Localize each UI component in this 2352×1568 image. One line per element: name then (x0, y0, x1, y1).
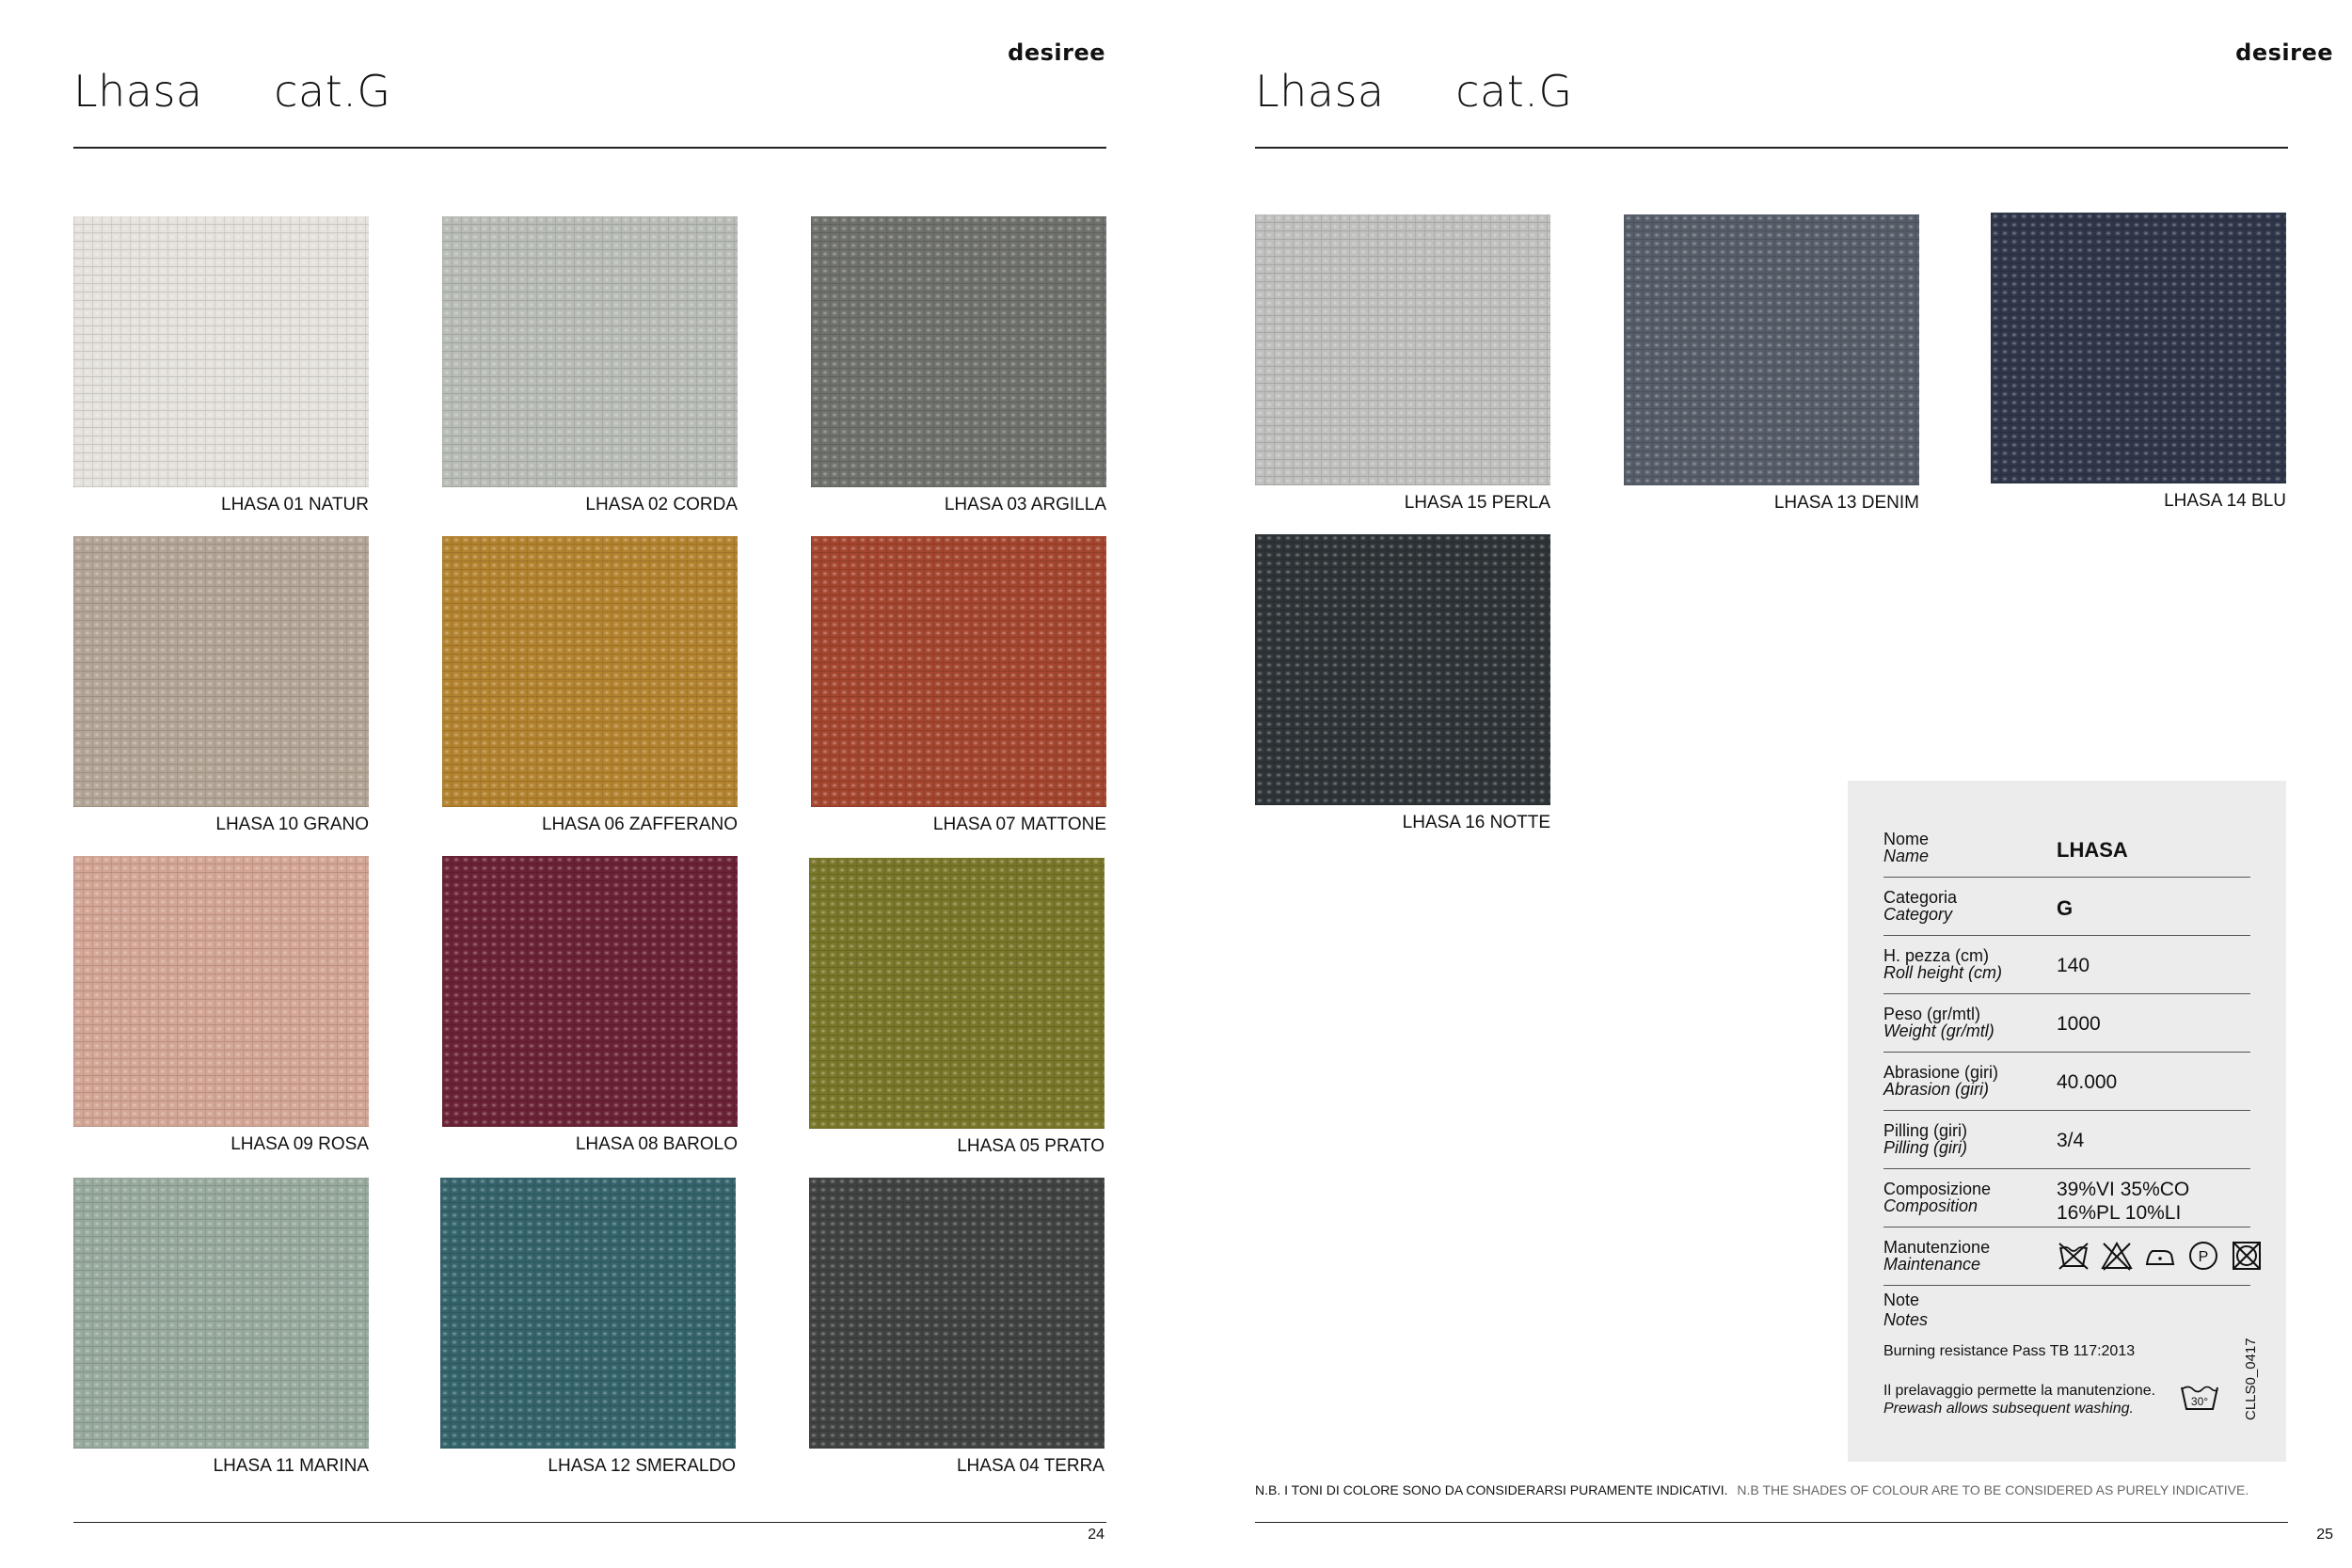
fabric-sample (1255, 534, 1550, 805)
page-title: Lhasa cat.G (73, 66, 391, 117)
disclaimer-it: N.B. I TONI DI COLORE SONO DA CONSIDERARSI PURAMENTE INDICATIVI. (1255, 1482, 1728, 1497)
swatch-lhasa-06[interactable] (442, 536, 738, 834)
prewash-note-en: Prewash allows subsequent washing. (1883, 1401, 2134, 1417)
header-rule (73, 147, 1106, 149)
spec-value: 1000 (2057, 1013, 2101, 1035)
page-title: Lhasa cat.G (1255, 66, 1573, 117)
swatch-lhasa-02[interactable] (442, 216, 738, 515)
spec-panel (1848, 781, 2286, 1462)
fabric-sample (73, 216, 369, 487)
spec-row-maintenance (1883, 1227, 2250, 1286)
swatch-label: LHASA 02 CORDA (585, 495, 738, 515)
swatch-lhasa-07[interactable] (811, 536, 1106, 834)
spec-key: Manutenzione (1883, 1238, 1991, 1257)
swatch-label: LHASA 13 DENIM (1773, 493, 1919, 513)
swatch-label: LHASA 08 BAROLO (575, 1134, 738, 1154)
spec-key: Pilling (giri) (1883, 1121, 1968, 1140)
spec-key: Categoria (1883, 888, 1958, 907)
fabric-sample (440, 1178, 736, 1449)
notes-block (1883, 1291, 2250, 1330)
spec-key-en: Weight (gr/mtl) (1883, 1022, 1994, 1040)
spec-key: H. pezza (cm) (1883, 946, 1990, 965)
swatch-lhasa-08[interactable] (442, 856, 738, 1154)
fabric-sample (1255, 214, 1550, 485)
fabric-sample (442, 216, 738, 487)
swatch-lhasa-11[interactable] (73, 1178, 369, 1476)
spec-key: Abrasione (giri) (1883, 1063, 1999, 1082)
spec-row-weight (1883, 993, 2250, 1053)
spec-row-category (1883, 877, 2250, 936)
burning-resistance: Burning resistance Pass TB 117:2013 (1883, 1343, 2136, 1359)
spec-key-en: Pilling (giri) (1883, 1138, 1968, 1157)
care-icons (2057, 1240, 2264, 1272)
fabric-sample (1624, 214, 1919, 485)
swatch-lhasa-14[interactable] (1991, 213, 2286, 511)
spec-row-roll-height (1883, 935, 2250, 994)
swatch-label: LHASA 01 NATUR (221, 495, 369, 515)
swatch-label: LHASA 12 SMERALDO (548, 1456, 736, 1476)
no-wash-icon (2057, 1240, 2090, 1272)
brand-logo: desiree (1008, 40, 1105, 66)
wash-temp: 30° (2190, 1395, 2209, 1408)
iron-low-icon (2143, 1240, 2177, 1272)
composition-value (2057, 1178, 2189, 1225)
swatch-label: LHASA 09 ROSA (230, 1134, 369, 1154)
swatch-label: LHASA 05 PRATO (957, 1136, 1104, 1156)
notes-key: Note (1883, 1291, 1920, 1309)
spec-value: 40.000 (2057, 1071, 2118, 1093)
color-disclaimer (1255, 1482, 2249, 1497)
swatch-label: LHASA 14 BLU (2164, 491, 2286, 511)
fabric-sample (811, 536, 1106, 807)
swatch-lhasa-12[interactable] (440, 1178, 736, 1476)
spec-key-en: Abrasion (giri) (1883, 1080, 1990, 1099)
fabric-sample (73, 536, 369, 807)
spec-value: LHASA (2057, 838, 2128, 862)
fabric-sample (809, 858, 1104, 1129)
composition-line-2: 16%PL 10%LI (2057, 1202, 2182, 1224)
swatch-lhasa-10[interactable] (73, 536, 369, 834)
spec-key-en: Name (1883, 847, 1930, 865)
spec-value: 140 (2057, 955, 2090, 976)
disclaimer-en: N.B THE SHADES OF COLOUR ARE TO BE CONSIDERED AS PURELY INDICATIVE. (1737, 1482, 2249, 1497)
swatch-lhasa-15[interactable] (1255, 214, 1550, 513)
swatch-lhasa-03[interactable] (811, 216, 1106, 515)
spec-value: 3/4 (2057, 1130, 2085, 1151)
fabric-sample (73, 856, 369, 1127)
swatch-lhasa-13[interactable] (1624, 214, 1919, 513)
footer-rule (73, 1522, 1106, 1523)
product-code: CLLS0_0417 (2243, 1338, 2259, 1420)
brand-logo: desiree (2235, 40, 2333, 66)
swatch-lhasa-09[interactable] (73, 856, 369, 1154)
spec-row-composition (1883, 1168, 2250, 1227)
swatch-label: LHASA 03 ARGILLA (944, 495, 1106, 515)
prewash-note: Il prelavaggio permette la manutenzione. (1883, 1383, 2156, 1399)
spec-key-en: Composition (1883, 1196, 1979, 1215)
swatch-lhasa-05[interactable] (809, 858, 1104, 1156)
spec-value: G (2057, 896, 2074, 920)
page-number: 24 (1088, 1527, 1104, 1543)
spec-row-pilling (1883, 1110, 2250, 1169)
fabric-sample (809, 1178, 1104, 1449)
swatch-label: LHASA 06 ZAFFERANO (541, 815, 738, 834)
fabric-sample (811, 216, 1106, 487)
fabric-sample (1991, 213, 2286, 483)
header-rule (1255, 147, 2288, 149)
spec-key: Nome (1883, 830, 1930, 848)
fabric-sample (73, 1178, 369, 1449)
svg-text:P: P (2198, 1249, 2209, 1265)
page-number: 25 (2316, 1527, 2333, 1543)
no-bleach-icon (2100, 1240, 2134, 1272)
catalog-page-right (1176, 0, 2352, 1568)
spec-key-en: Category (1883, 905, 1953, 924)
fabric-sample (442, 536, 738, 807)
swatch-label: LHASA 04 TERRA (956, 1456, 1104, 1476)
spec-key: Peso (gr/mtl) (1883, 1005, 1981, 1023)
fabric-sample (442, 856, 738, 1127)
swatch-lhasa-01[interactable] (73, 216, 369, 515)
swatch-label: LHASA 11 MARINA (213, 1456, 369, 1476)
spec-row-name (1883, 818, 2250, 878)
wash-30-icon (2179, 1381, 2220, 1413)
spec-row-abrasion (1883, 1052, 2250, 1111)
composition-line-1: 39%VI 35%CO (2057, 1179, 2190, 1200)
dry-clean-p-icon (2186, 1240, 2220, 1272)
swatch-label: LHASA 15 PERLA (1404, 493, 1550, 513)
swatch-label: LHASA 07 MATTONE (932, 815, 1106, 834)
spec-key-en: Roll height (cm) (1883, 963, 2003, 982)
spec-key: Composizione (1883, 1180, 1992, 1198)
swatch-lhasa-04[interactable] (809, 1178, 1104, 1476)
spec-key-en: Maintenance (1883, 1255, 1981, 1274)
swatch-label: LHASA 16 NOTTE (1402, 813, 1550, 832)
notes-key-en: Notes (1883, 1310, 1929, 1329)
swatch-label: LHASA 10 GRANO (215, 815, 369, 834)
footer-rule (1255, 1522, 2288, 1523)
swatch-lhasa-16[interactable] (1255, 534, 1550, 832)
no-tumble-dry-icon (2230, 1240, 2264, 1272)
